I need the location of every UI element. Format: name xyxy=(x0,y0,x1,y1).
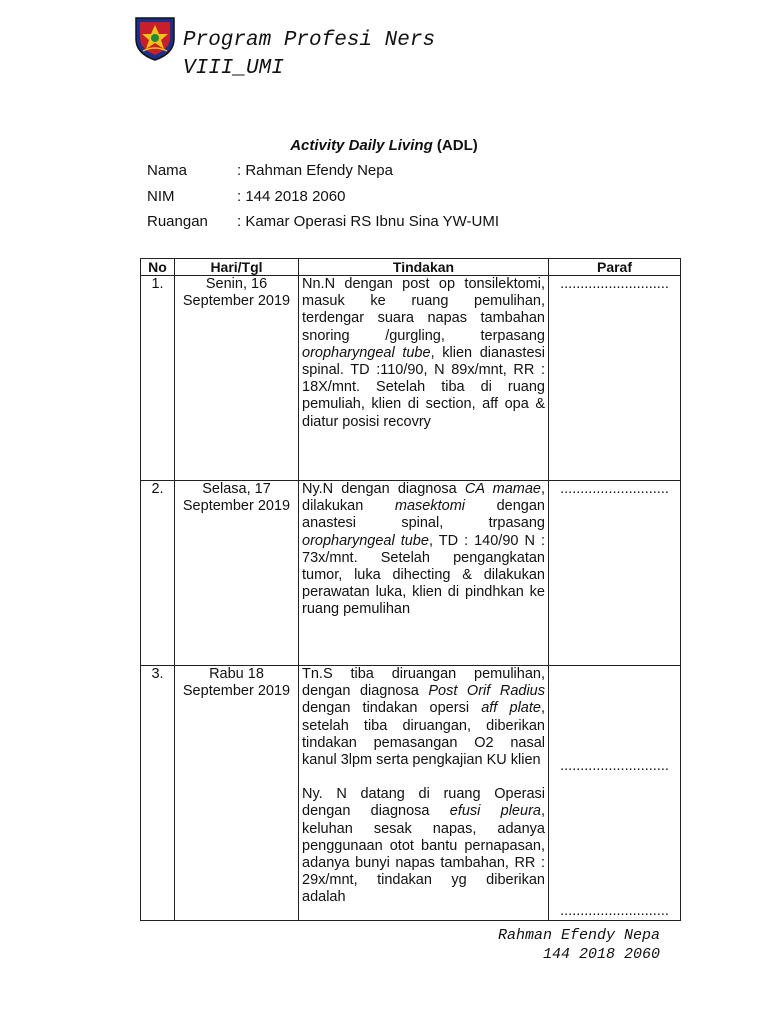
row-paraf: ........................... xyxy=(549,276,681,481)
signature-name: Rahman Efendy Nepa xyxy=(497,927,660,944)
program-batch: VIII_UMI xyxy=(183,57,284,80)
row-number: 1. xyxy=(141,276,175,481)
signature-block xyxy=(498,926,660,964)
row-date: Senin, 16 September 2019 xyxy=(175,276,299,481)
header-paraf: Paraf xyxy=(549,259,681,276)
info-row-ruangan xyxy=(147,213,499,230)
row-tindakan xyxy=(299,481,549,666)
paraf-line: ........................... xyxy=(560,902,669,919)
tindakan-entry: Ny. N datang di ruang Operasi dengan diagnosa efusi pleura, keluhan sesak napas, adanya penggunaan otot bantu pernapasan, adanya bunyi napas tambahan, RR : 29x/mnt, tindakan yg diberikan adalah xyxy=(302,786,545,906)
document-title xyxy=(0,137,768,154)
row-tindakan xyxy=(299,276,549,481)
table-row xyxy=(141,481,681,666)
info-value: : Kamar Operasi RS Ibnu Sina YW-UMI xyxy=(237,213,500,230)
info-label: NIM xyxy=(147,188,175,205)
header-tindakan: Tindakan xyxy=(299,259,549,276)
row-date: Rabu 18 September 2019 xyxy=(175,666,299,921)
table-header-row xyxy=(141,259,681,276)
signature-nim: 144 2018 2060 xyxy=(542,946,660,963)
program-header xyxy=(183,27,435,83)
row-number: 3. xyxy=(141,666,175,921)
info-row-nama xyxy=(147,162,393,179)
document-title-suffix: (ADL) xyxy=(432,137,478,154)
table-row xyxy=(141,666,681,921)
row-number: 2. xyxy=(141,481,175,666)
program-name: Program Profesi Ners xyxy=(183,29,436,52)
row-date: Selasa, 17 September 2019 xyxy=(175,481,299,666)
row-paraf: ........................... xyxy=(549,481,681,666)
document-title-italic: Activity Daily Living xyxy=(290,137,433,154)
info-label: Ruangan xyxy=(147,213,208,230)
paraf-line: ........................... xyxy=(560,758,669,774)
tindakan-entry: Tn.S tiba diruangan pemulihan, dengan diagnosa Post Orif Radius dengan tindakan opersi aff plate, setelah tiba diruangan, diberikan tindakan pemasangan O2 nasal kanul 3lpm serta pengkajian KU klien xyxy=(302,666,545,769)
table-row xyxy=(141,276,681,481)
header-no: No xyxy=(141,259,175,276)
info-value: : 144 2018 2060 xyxy=(237,188,346,205)
info-value: : Rahman Efendy Nepa xyxy=(237,162,393,179)
info-label: Nama xyxy=(147,162,188,179)
row-paraf xyxy=(549,666,681,921)
row-tindakan xyxy=(299,666,549,921)
adl-table xyxy=(140,258,681,921)
tindakan-entry: Ny.N dengan diagnosa CA mamae, dilakukan masektomi dengan anastesi spinal, trpasang oropharyngeal tube, TD : 140/90 N : 73x/mnt. Setelah pengangkatan tumor, luka dihecting & dilakukan perawatan luka, klien di pindhkan ke ruang pemulihan xyxy=(302,481,545,618)
tindakan-entry: Nn.N dengan post op tonsilektomi, masuk ke ruang pemulihan, terdengar suara napas tambahan snoring /gurgling, terpasang oropharyngeal tube, klien dianastesi spinal. TD :110/90, N 89x/mnt, RR : 18X/mnt. Setelah tiba di ruang pemuliah, klien di section, aff opa & diatur posisi recovry xyxy=(302,276,545,430)
university-logo xyxy=(133,15,177,61)
header-hari-tgl: Hari/Tgl xyxy=(175,259,299,276)
info-row-nim xyxy=(147,188,345,205)
